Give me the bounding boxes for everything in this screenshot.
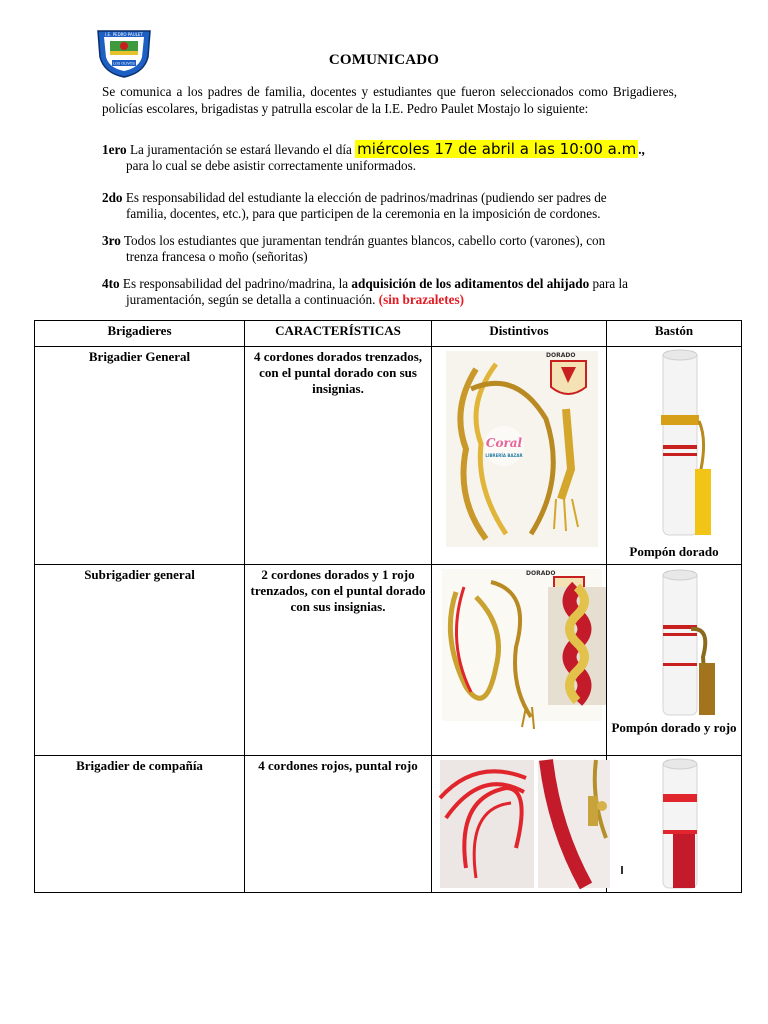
item-number: 3ro <box>102 233 121 248</box>
distintivo-photo-cell <box>432 565 607 756</box>
features-cell: 4 cordones dorados trenzados, con el puntal dorado con sus insignias. <box>245 347 432 565</box>
baston-label: Pompón dorado y rojo <box>611 720 737 735</box>
header-distintivos: Distintivos <box>432 321 607 347</box>
table-row <box>35 565 742 756</box>
item-text-line2: trenza francesa o moño (señoritas) <box>126 249 308 264</box>
gold-cord-photo <box>436 349 611 562</box>
crest-top-text: I.E. PEDRO PAULET <box>105 32 143 37</box>
header-brigadieres: Brigadieres <box>35 321 245 347</box>
photo-label: DORADO <box>546 352 576 359</box>
distintivo-photo-cell <box>432 756 607 893</box>
item-text-line2: familia, docentes, etc.), para que participen de la ceremonia en la imposición de cordones. <box>126 206 601 221</box>
crest-bottom-text: LOS OLIVOS <box>113 61 135 66</box>
header-baston: Bastón <box>607 321 742 347</box>
baston-photo <box>611 349 746 539</box>
page-title: COMUNICADO <box>328 52 440 68</box>
baston-photo <box>611 567 746 717</box>
baston-cell <box>607 565 742 756</box>
item-text: Es responsabilidad del estudiante la elección de padrinos/madrinas (pudiendo ser padres de <box>122 190 607 205</box>
item-text-line2: juramentación, según se detalla a continuación. <box>126 292 379 307</box>
item-text: Todos los estudiantes que juramentan tendrán guantes blancos, cabello corto (varones), con <box>120 233 606 248</box>
item-text-bold: adquisición de los aditamentos del ahijado <box>351 276 590 291</box>
item-text: La juramentación se estará llevando el día <box>126 142 356 157</box>
item-number: 1ero <box>102 142 127 157</box>
baston-cell <box>607 756 742 893</box>
intro-paragraph: Se comunica a los padres de familia, docentes y estudiantes que fueron seleccionados como Brigadieres, policías escolares, brigadistas y patrulla escolar de la I.E. Pedro Paulet Mostajo lo siguiente: <box>102 84 677 116</box>
item-text-end: ., <box>638 142 645 157</box>
header-caracteristicas: CARACTERÍSTICAS <box>245 321 432 347</box>
rank-cell: Brigadier de compañía <box>35 756 245 893</box>
photo-watermark-brand: Coral <box>485 436 523 450</box>
notice-item-4 <box>102 276 692 308</box>
gold-red-cord-photo <box>436 567 611 753</box>
item-text-line2: para lo cual se debe asistir correctamente uniformados. <box>126 158 417 173</box>
table-header-row <box>35 321 742 347</box>
baston-cell <box>607 347 742 565</box>
notice-item-2 <box>102 190 692 222</box>
photo-watermark-sub: LIBRERÍA BAZAR <box>485 453 523 458</box>
item-number: 2do <box>102 190 123 205</box>
distintivo-photo-cell <box>432 347 607 565</box>
notice-item-1 <box>102 141 692 174</box>
item-text-end: para la <box>589 276 629 291</box>
date-highlight: miércoles 17 de abril a las 10:00 a.m <box>357 140 637 158</box>
features-cell: 4 cordones rojos, puntal rojo <box>245 756 432 893</box>
rank-cell: Subrigadier general <box>35 565 245 756</box>
baston-photo <box>611 758 746 890</box>
features-cell: 2 cordones dorados y 1 rojo trenzados, con el puntal dorado con sus insignias. <box>245 565 432 756</box>
item-number: 4to <box>102 276 120 291</box>
insignia-table <box>34 320 742 893</box>
table-row <box>35 756 742 893</box>
photo-label: DORADO <box>526 570 556 577</box>
red-cord-photo <box>436 758 611 890</box>
red-note: (sin brazaletes) <box>378 292 465 307</box>
baston-label: Pompón dorado <box>629 544 719 559</box>
rank-cell: Brigadier General <box>35 347 245 565</box>
item-text: Es responsabilidad del padrino/madrina, la <box>119 276 352 291</box>
table-row <box>35 347 742 565</box>
notice-item-3 <box>102 233 692 265</box>
